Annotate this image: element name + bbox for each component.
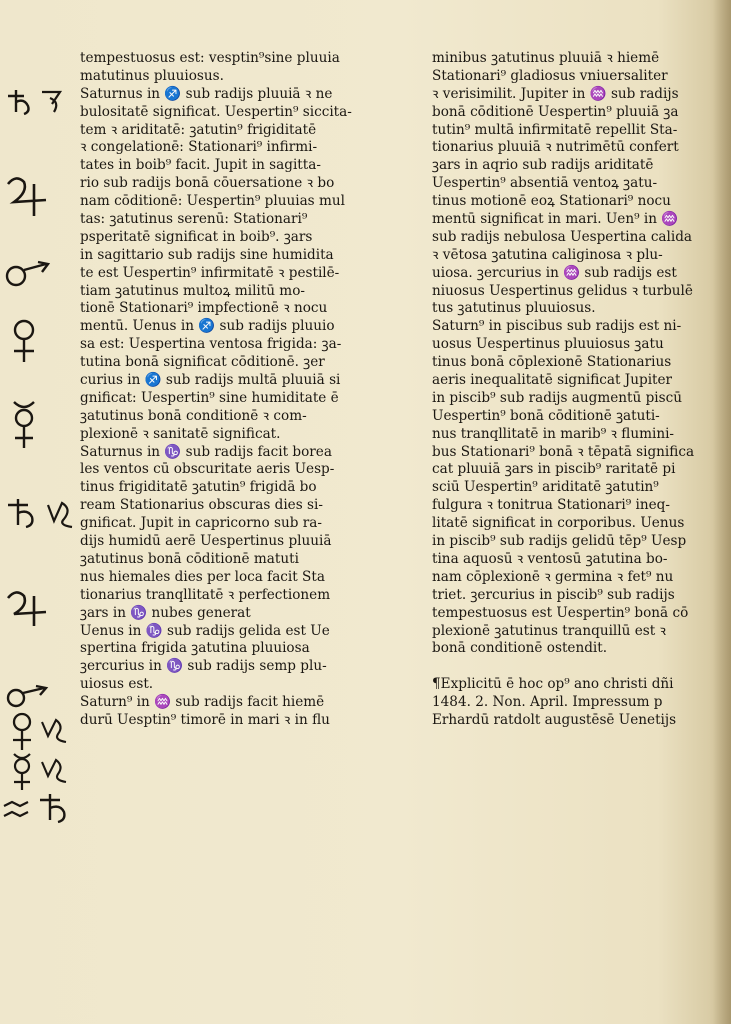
text-line: ꝛ vētosa ꝫatutina caliginosa ꝛ plu- [432,246,663,263]
text-line: tutin⁹ multā infirmitatē repellit Sta- [432,121,678,138]
text-line: uiosa. ꝫercurius in ♒ sub radijs est [432,264,677,281]
text-line: rio sub radijs bonā cōuersatione ꝛ bo [80,175,335,192]
text-line: in piscib⁹ sub radijs augmentū piscū [432,389,682,406]
mercury-icon [2,398,48,452]
text-line: dijs humidū aerē Uespertinus pluuiā [80,533,332,550]
text-line: Saturn⁹ in piscibus sub radijs est ni- [432,318,682,335]
text-line: ꝛ congelationē: Stationari⁹ infirmi- [80,139,318,156]
text-line: gnificat. Jupit in capricorno sub ra- [80,515,322,532]
text-line: Uenus in ♑ sub radijs gelida est Ue [80,622,330,639]
text-line: tus ꝫatutinus pluuiosus. [432,300,596,317]
text-line: uiosus est. [80,676,154,693]
text-line: litatē significat in corporibus. Uenus [432,515,685,532]
saturn-in-aquarius-icon [2,790,82,830]
venus-icon [2,318,48,366]
text-line: bus Stationari⁹ bonā ꝛ tēpatā significa [432,443,695,460]
text-line: in sagittario sub radijs sine humidita [80,246,334,263]
text-line: triet. ꝫercurius in piscib⁹ sub radijs [432,586,675,603]
text-line: Saturnus in ♑ sub radijs facit borea [80,443,332,460]
left-text-column [80,50,402,730]
mercury-in-capricorn-icon [2,752,82,792]
text-line: nus tranqllitatē in marib⁹ ꝛ flumini- [432,425,675,442]
text-line: ꝫatutinus bonā conditionē ꝛ com- [80,407,307,424]
text-line: nam cōplexionē ꝛ germina ꝛ fet⁹ nu [432,568,674,585]
text-line: tina aquosū ꝛ ventosū ꝫatutina bo- [432,550,668,567]
colophon [432,676,722,730]
text-line: Uespertin⁹ absentiā ventoꝝ ꝫatu- [432,175,658,192]
text-line: bonā cōditionē Uespertin⁹ pluuiā ꝫa [432,103,679,120]
colophon-line: Erhardū ratdolt augustēsē Uenetijs [432,712,677,729]
text-line: bonā conditionē ostendit. [432,640,608,657]
text-line: tem ꝛ ariditatē: ꝫatutin⁹ frigiditatē [80,121,317,138]
jupiter-icon [2,586,52,630]
text-line: tionarius tranqllitatē ꝛ perfectionem [80,586,331,603]
text-line: Uespertin⁹ bonā cōditionē ꝫatuti- [432,407,660,424]
text-line: Saturnus in ♐ sub radijs pluuiā ꝛ ne [80,85,333,102]
text-line: sa est: Uespertina ventosa frigida: ꝫa- [80,336,342,353]
text-line: les ventos cū obscuritate aeris Uesp- [80,461,335,478]
text-line: ꝛ verisimilit. Jupiter in ♒ sub radijs [432,85,679,102]
mars-icon [2,682,58,710]
text-line: tinus frigiditatē ꝫatutin⁹ frigidā bo [80,479,317,496]
text-line: tinus motionē eoꝝ Stationari⁹ nocu [432,193,671,210]
text-line: sub radijs nebulosa Uespertina calida [432,228,693,245]
colophon-line: 1484. 2. Non. April. Impressum p [432,694,663,711]
text-line: curius in ♐ sub radijs multā pluuiā si [80,372,341,389]
text-line: Saturn⁹ in ♒ sub radijs facit hiemē [80,694,325,711]
mars-icon [2,258,58,288]
text-line: tionē Stationari⁹ impfectionē ꝛ nocu [80,300,328,317]
saturn-in-sagittarius-icon [2,84,72,118]
text-line: aeris inequalitatē significat Jupiter [432,372,673,389]
text-line: ꝫercurius in ♑ sub radijs semp plu- [80,658,327,675]
text-line: te est Uespertin⁹ infirmitatē ꝛ pestilē- [80,264,340,281]
text-line: tionarius pluuiā ꝛ nutrimētū confert [432,139,679,156]
text-line: niuosus Uespertinus gelidus ꝛ turbulē [432,282,693,299]
text-line: tutina bonā significat cōditionē. ꝫer [80,354,325,371]
colophon-line: ¶Explicitū ē hoc op⁹ ano christi dñi [432,676,674,693]
text-line: tas: ꝫatutinus serenū: Stationari⁹ [80,211,308,228]
jupiter-icon [2,172,52,220]
text-line: tempestuosus est Uespertin⁹ bonā cō [432,604,689,621]
text-line: nam cōditionē: Uespertin⁹ pluuias mul [80,193,345,210]
text-line: durū Uesptin⁹ timorē in mari ꝛ in flu [80,711,330,728]
text-line: ꝫars in ♑ nubes generat [80,604,251,621]
text-line: tinus bonā cōplexionē Stationarius [432,354,672,371]
text-line: Stationari⁹ gladiosus vniuersaliter [432,67,668,84]
venus-in-capricorn-icon [2,712,82,752]
text-line: mentū significat in mari. Uen⁹ in ♒ [432,211,679,228]
text-line: minibus ꝫatutinus pluuiā ꝛ hiemē [432,50,660,66]
text-line: tempestuosus est: vesptin⁹sine pluuia [80,50,340,66]
text-line: spertina frigida ꝫatutina pluuiosa [80,640,310,657]
text-line: psperitatē significat in boib⁹. ꝫars [80,228,313,245]
text-line: cat pluuiā ꝫars in piscib⁹ raritatē pi [432,461,676,478]
text-line: mentū. Uenus in ♐ sub radijs pluuio [80,318,335,335]
text-line: gnificat: Uespertin⁹ sine humiditate ē [80,389,339,406]
saturn-in-capricorn-icon [2,495,82,531]
text-line: matutinus pluuiosus. [80,67,224,84]
text-line: bulositatē significat. Uespertin⁹ siccita- [80,103,352,120]
text-line: plexionē ꝫatutinus tranquillū est ꝛ [432,622,666,639]
text-line: ꝫatutinus bonā cōditionē matuti [80,550,299,567]
text-line: ream Stationarius obscuras dies si- [80,497,323,514]
text-line: nus hiemales dies per loca facit Sta [80,568,325,585]
text-line: in piscib⁹ sub radijs gelidū tēp⁹ Uesp [432,533,687,550]
text-line: tates in boib⁹ facit. Jupit in sagitta- [80,157,321,174]
text-line: tiam ꝫatutinus multoꝝ militū mo- [80,282,305,299]
text-line: fulgura ꝛ tonitrua Stationari⁹ ineq- [432,497,670,514]
text-line: sciū Uespertin⁹ ariditatē ꝫatutin⁹ [432,479,659,496]
text-line: uosus Uespertinus pluuiosus ꝫatu [432,336,664,353]
text-line: ꝫars in aqrio sub radijs ariditatē [432,157,654,174]
right-text-column [432,50,722,730]
text-line: plexionē ꝛ sanitatē significat. [80,425,281,442]
